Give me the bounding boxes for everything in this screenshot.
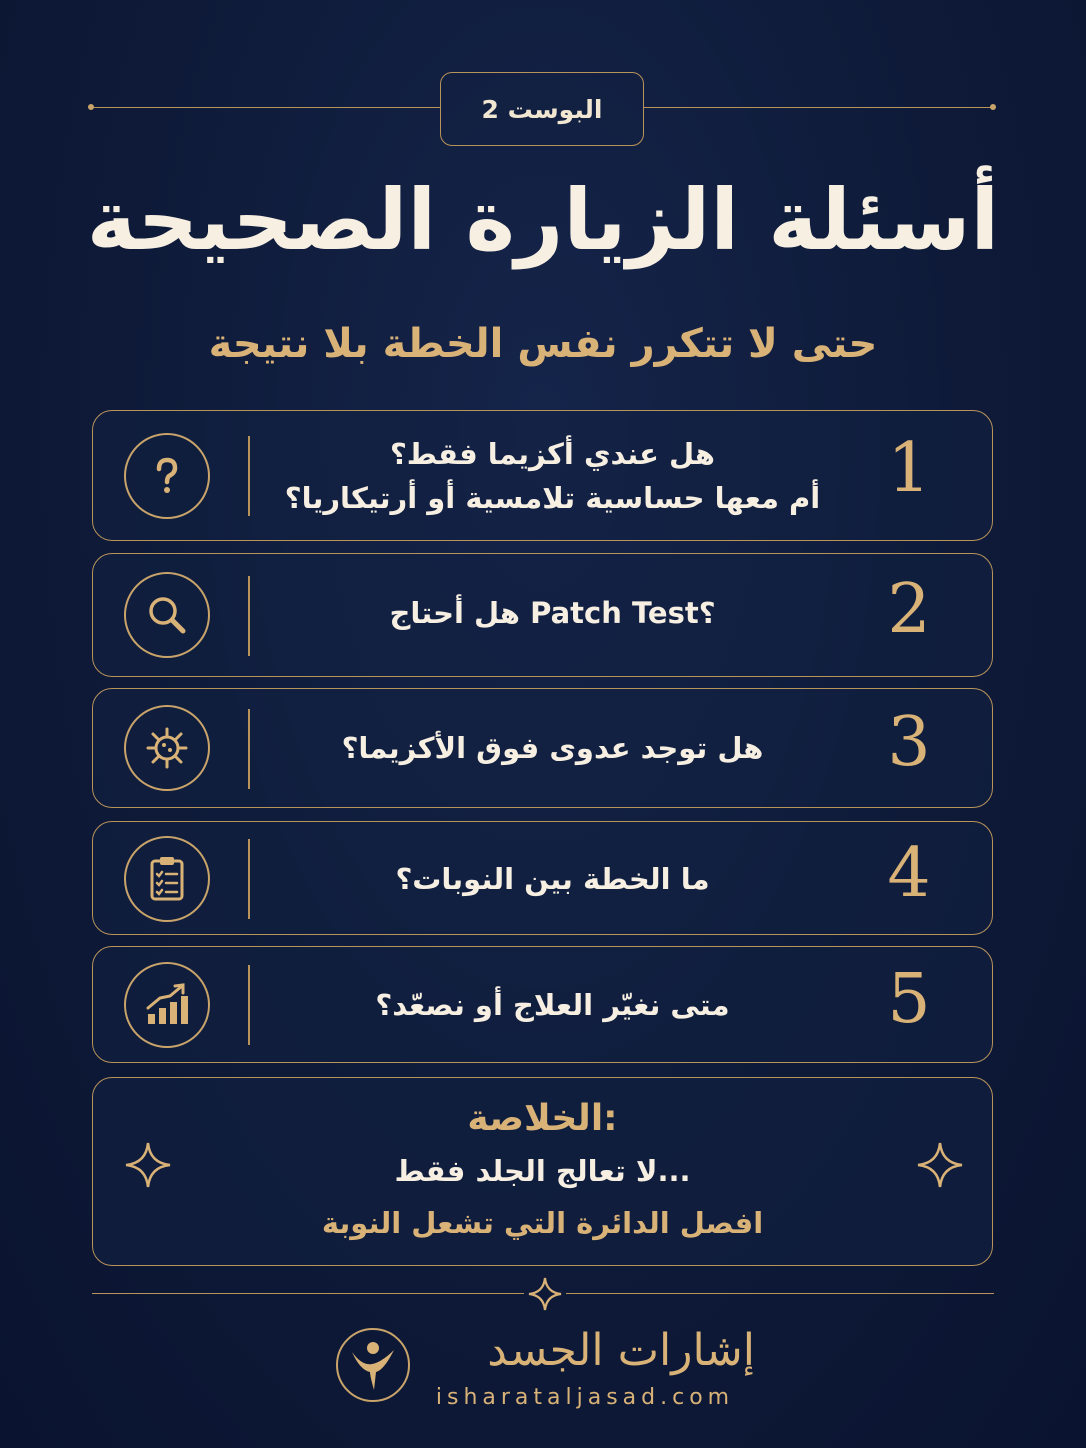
question-text: متى نغيّر العلاج أو نصعّد؟: [375, 988, 730, 1022]
post-badge: البوست 2: [440, 72, 644, 146]
page-title: أسئلة الزيارة الصحيحة: [86, 171, 1000, 269]
question-line-2: أم معها حساسية تلامسية أو أرتيكاريا؟: [284, 480, 821, 515]
question-number: 2: [887, 570, 931, 649]
question-card-4: [92, 821, 993, 935]
bottom-divider-right: [566, 1293, 994, 1294]
question-card-1: [92, 410, 993, 541]
question-text: ما الخطة بين النوبات؟: [395, 862, 710, 896]
summary-card: [92, 1077, 993, 1266]
top-divider-right: [644, 107, 994, 108]
card-separator: [248, 839, 250, 919]
card-separator: [248, 576, 250, 656]
question-line-1: هل عندي أكزيما فقط؟: [389, 437, 716, 471]
bottom-divider-left: [92, 1293, 524, 1294]
page-subtitle: حتى لا تتكرر نفس الخطة بلا نتيجة: [208, 321, 878, 367]
magnifier-icon: [124, 572, 210, 658]
question-text: [263, 433, 842, 520]
brand-logo-icon: [334, 1326, 412, 1404]
question-text: هل أحتاج Patch Test؟: [389, 596, 716, 630]
divider-dot-left: [88, 104, 94, 110]
divider-sparkle-icon: [527, 1276, 563, 1312]
question-card-5: [92, 946, 993, 1063]
top-divider-left: [92, 107, 440, 108]
question-number: 5: [887, 960, 931, 1039]
summary-title: الخلاصة:: [467, 1098, 618, 1139]
question-icon: [124, 433, 210, 519]
card-separator: [248, 965, 250, 1045]
question-number: 1: [887, 429, 931, 508]
card-separator: [248, 436, 250, 516]
summary-line-2: افصل الدائرة التي تشعل النوبة: [321, 1206, 764, 1240]
question-card-2: [92, 553, 993, 677]
virus-icon: [124, 705, 210, 791]
question-text: هل توجد عدوى فوق الأكزيما؟: [341, 731, 764, 765]
question-number: 3: [887, 703, 931, 782]
question-number: 4: [887, 834, 931, 913]
card-separator: [248, 709, 250, 789]
brand-name: إشارات الجسد: [487, 1325, 755, 1376]
clipboard-icon: [124, 836, 210, 922]
summary-line-1: لا تعالج الجلد فقط...: [394, 1154, 691, 1188]
question-card-3: [92, 688, 993, 808]
divider-dot-right: [990, 104, 996, 110]
brand-url: isharataljasad.com: [435, 1385, 735, 1410]
growth-chart-icon: [124, 962, 210, 1048]
